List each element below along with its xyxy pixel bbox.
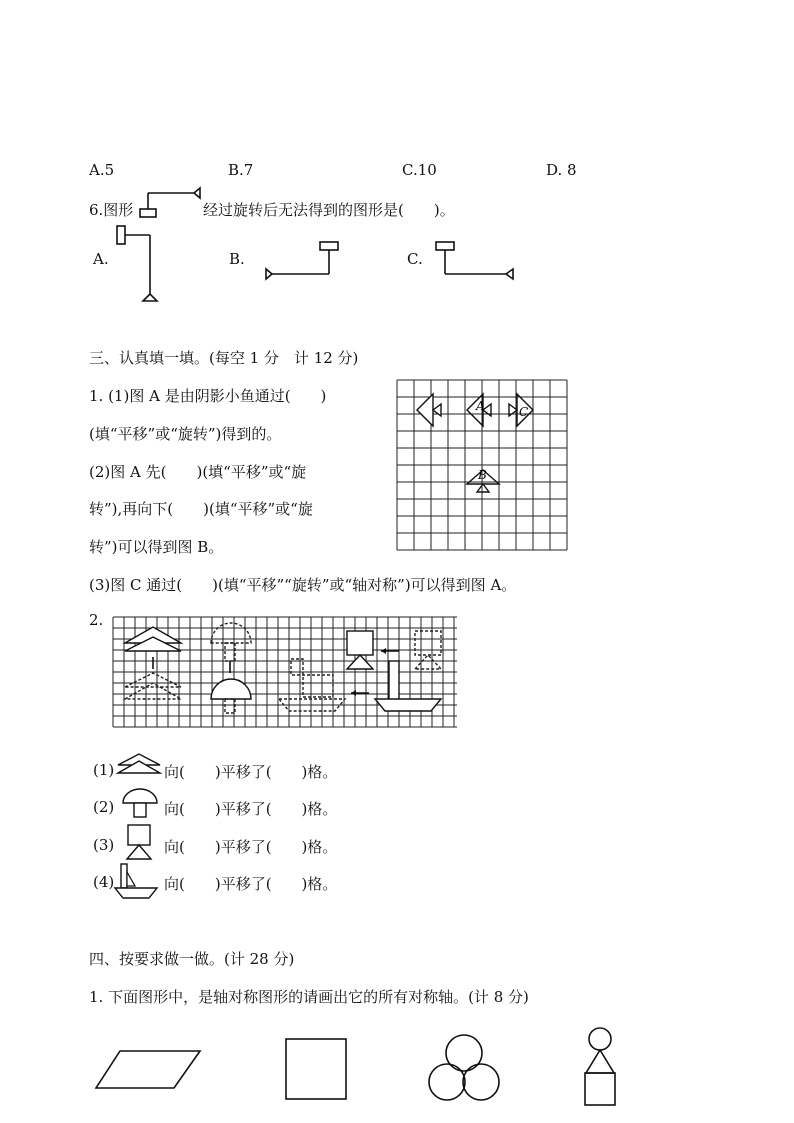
- q6-option-c-figure: [430, 236, 525, 286]
- q6-option-b-label: B.: [229, 250, 245, 268]
- q1-line-1: 1. (1)图 A 是由阴影小鱼通过( ): [89, 387, 327, 405]
- q6-prefix: 6.图形: [89, 201, 134, 219]
- q2-item-2-num: (2): [93, 798, 115, 816]
- grid-label-c: C: [519, 405, 529, 419]
- q1-line-2: (填“平移”或“旋转”)得到的。: [89, 425, 282, 443]
- option-a: A.5: [89, 161, 115, 179]
- parallelogram-shape: [94, 1048, 204, 1092]
- section4-q1: 1. 下面图形中，是轴对称图形的请画出它的所有对称轴。(计 8 分): [89, 988, 529, 1006]
- q6-option-a-label: A.: [93, 250, 109, 268]
- q6-option-b-figure: [258, 236, 348, 286]
- grid-label-a: A: [476, 399, 485, 413]
- q2-item-3-figure: [122, 823, 156, 863]
- q2-item-4-figure: [113, 860, 161, 900]
- three-circles-shape: [428, 1033, 502, 1103]
- q2-item-4-num: (4): [93, 873, 115, 891]
- square-shape: [284, 1037, 350, 1103]
- option-d: D. 8: [546, 161, 577, 179]
- q2-item-1-text: 向( )平移了( )格。: [164, 763, 338, 781]
- q2-item-3-text: 向( )平移了( )格。: [164, 838, 338, 856]
- q2-label: 2.: [89, 611, 104, 629]
- section4-title: 四、按要求做一做。(计 28 分): [89, 950, 295, 968]
- grid-label-b: B: [478, 468, 487, 482]
- q2-item-2-figure: [121, 787, 159, 819]
- fish-grid: [397, 380, 569, 552]
- q6-option-a-figure: [113, 222, 163, 307]
- q2-item-4-text: 向( )平移了( )格。: [164, 875, 338, 893]
- q1-line-6: (3)图 C 通过( )(填“平移”“旋转”或“轴对称”)可以得到图 A。: [89, 576, 517, 594]
- q2-item-1-num: (1): [93, 761, 115, 779]
- q2-item-1-figure: [116, 751, 162, 777]
- q1-line-5: 转”)可以得到图 B。: [89, 538, 224, 556]
- q6-figure: [136, 183, 206, 223]
- section3-title: 三、认真填一填。(每空 1 分 计 12 分): [89, 349, 359, 367]
- q6-suffix: 经过旋转后无法得到的图形是( )。: [203, 201, 455, 219]
- option-c: C.10: [402, 161, 437, 179]
- q6-option-c-label: C.: [407, 250, 423, 268]
- circle-triangle-square-shape: [580, 1025, 620, 1111]
- q2-item-3-num: (3): [93, 836, 115, 854]
- translation-grid: [113, 617, 459, 729]
- option-b: B.7: [228, 161, 254, 179]
- q2-item-2-text: 向( )平移了( )格。: [164, 800, 338, 818]
- q1-line-3: (2)图 A 先( )(填“平移”或“旋: [89, 463, 307, 481]
- q1-line-4: 转”),再向下( )(填“平移”或“旋: [89, 500, 313, 518]
